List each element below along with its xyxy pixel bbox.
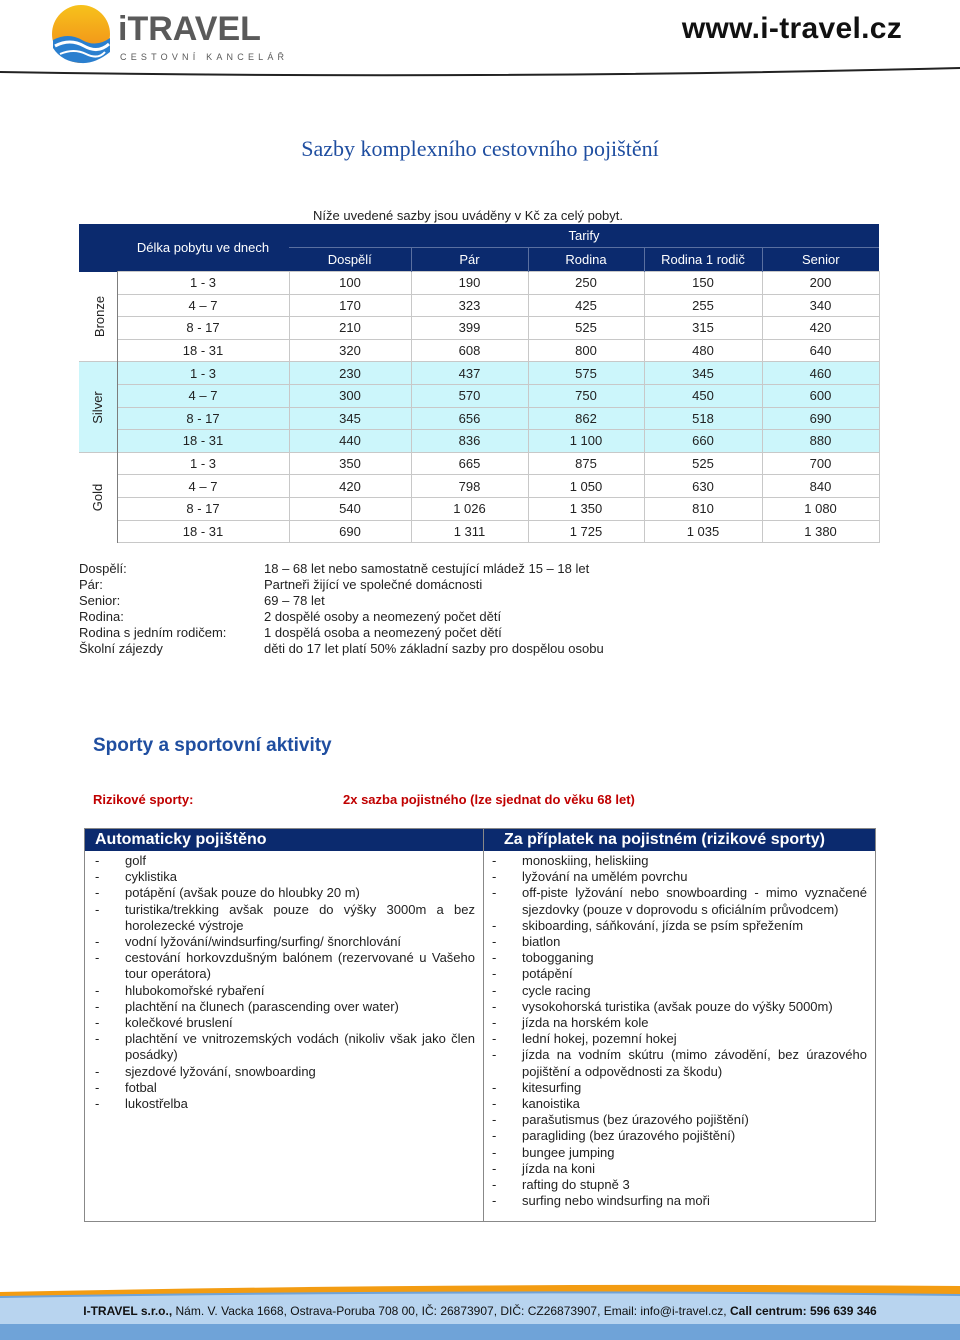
footer-call-center: Call centrum: 596 639 346 (729, 1304, 877, 1318)
band-label (79, 362, 117, 452)
sport-name: hlubokomořské rybaření (125, 982, 265, 998)
rate-cell: 420 (289, 475, 411, 498)
duration-cell: 18 - 31 (117, 430, 289, 453)
duration-cell: 18 - 31 (117, 339, 289, 362)
rate-cell: 340 (762, 294, 879, 317)
rate-cell: 518 (644, 407, 762, 430)
sport-item (95, 1031, 475, 1063)
definition-desc: 1 dospělá osoba a neomezený počet dětí (264, 625, 502, 640)
sport-item (492, 1080, 867, 1096)
bullet-dash: - (95, 901, 100, 917)
rate-cell: 1 050 (528, 475, 644, 498)
bullet-dash: - (492, 1047, 497, 1063)
bullet-dash: - (95, 885, 100, 901)
rate-cell: 750 (528, 384, 644, 407)
sports-table (84, 828, 876, 1222)
band-name: Silver (90, 390, 106, 424)
definition-term: Senior: (79, 593, 121, 608)
sport-item (95, 983, 475, 999)
rate-cell: 255 (644, 294, 762, 317)
bullet-dash: - (95, 1063, 100, 1079)
rate-cell: 1 350 (528, 497, 644, 520)
rate-cell: 1 026 (411, 497, 528, 520)
sport-name: plachtění na člunech (parascending over water) (125, 998, 399, 1014)
sport-item (95, 902, 475, 934)
definition-term: Rodina s jedním rodičem: (79, 625, 227, 640)
page-title: Sazby komplexního cestovního pojištění (301, 136, 659, 161)
risk-sports-value: 2x sazba pojistného (lze sjednat do věku 68 let) (343, 792, 635, 807)
rate-cell: 420 (762, 317, 879, 340)
sport-name: potápění (522, 966, 573, 982)
sport-item (95, 1015, 475, 1031)
bullet-dash: - (492, 917, 497, 933)
duration-cell: 1 - 3 (117, 362, 289, 385)
bullet-dash: - (95, 998, 100, 1014)
band-name: Gold (90, 483, 106, 512)
sport-item (492, 1015, 867, 1031)
rate-cell: 810 (644, 497, 762, 520)
sport-item (492, 983, 867, 999)
sport-item (492, 966, 867, 982)
bullet-dash: - (492, 869, 497, 885)
sport-name: cestování horkovzdušným balónem (rezervované u Vašeho tour operátora) (125, 950, 475, 982)
bullet-dash: - (492, 998, 497, 1014)
auto-insured-column (85, 829, 484, 1221)
sport-name: jízda na koni (522, 1160, 595, 1176)
bullet-dash: - (492, 982, 497, 998)
sport-name: paragliding (bez úrazového pojištění) (522, 1128, 736, 1144)
extra-charge-list (484, 851, 875, 1209)
rate-cell: 425 (528, 294, 644, 317)
sport-name: jízda na horském kole (522, 1015, 649, 1031)
definition-term: Rodina: (79, 609, 124, 624)
sport-name: bungee jumping (522, 1144, 615, 1160)
rate-cell: 525 (644, 452, 762, 475)
rate-cell: 190 (411, 272, 528, 295)
rate-cell: 840 (762, 475, 879, 498)
rate-cell: 640 (762, 339, 879, 362)
bullet-dash: - (492, 950, 497, 966)
bullet-dash: - (95, 950, 100, 966)
rate-cell: 450 (644, 384, 762, 407)
rate-cell: 690 (762, 407, 879, 430)
site-url[interactable]: www.i-travel.cz (681, 12, 902, 45)
sport-name: cyklistika (125, 869, 178, 885)
sport-name: tobogganing (522, 950, 594, 966)
sport-item (95, 999, 475, 1015)
sport-name: lukostřelba (125, 1096, 188, 1112)
sport-item (492, 1145, 867, 1161)
bullet-dash: - (95, 982, 100, 998)
header-duration: Délka pobytu ve dnech (117, 224, 289, 272)
rate-cell: 210 (289, 317, 411, 340)
rate-cell: 608 (411, 339, 528, 362)
sport-name: surfing nebo windsurfing na moři (522, 1193, 710, 1209)
rate-cell: 540 (289, 497, 411, 520)
sport-item (492, 1096, 867, 1112)
sport-item (492, 885, 867, 917)
extra-charge-column (484, 829, 875, 1221)
duration-cell: 4 – 7 (117, 475, 289, 498)
duration-cell: 4 – 7 (117, 294, 289, 317)
rate-cell: 800 (528, 339, 644, 362)
sport-name: biatlon (522, 934, 561, 950)
sport-name: kolečkové bruslení (125, 1015, 233, 1031)
rate-cell: 480 (644, 339, 762, 362)
rate-cell: 1 100 (528, 430, 644, 453)
sport-name: turistika/trekking avšak pouze do výšky 3000m a bez horolezecké výstroje (125, 901, 475, 933)
rate-row (79, 272, 879, 295)
rate-cell: 350 (289, 452, 411, 475)
auto-insured-heading: Automaticky pojištěno (85, 829, 483, 851)
bullet-dash: - (492, 934, 497, 950)
header-col: Senior (762, 248, 879, 272)
sport-item (492, 999, 867, 1015)
sport-item (95, 1080, 475, 1096)
definition-desc: 18 – 68 let nebo samostatně cestující mládež 15 – 18 let (264, 561, 590, 576)
duration-cell: 8 - 17 (117, 497, 289, 520)
sport-item (492, 869, 867, 885)
rate-cell: 798 (411, 475, 528, 498)
rate-cell: 575 (528, 362, 644, 385)
rate-cell: 665 (411, 452, 528, 475)
sport-item (492, 1128, 867, 1144)
header-col: Dospělí (289, 248, 411, 272)
bullet-dash: - (492, 1193, 497, 1209)
footer-contact (0, 1304, 960, 1318)
rate-cell: 440 (289, 430, 411, 453)
header-col: Pár (411, 248, 528, 272)
sport-item (95, 885, 475, 901)
duration-cell: 4 – 7 (117, 384, 289, 407)
rate-cell: 1 035 (644, 520, 762, 543)
sport-item (95, 934, 475, 950)
sport-item (492, 1047, 867, 1079)
rate-cell: 862 (528, 407, 644, 430)
sport-item (492, 1193, 867, 1209)
sport-item (492, 1161, 867, 1177)
rate-row (79, 362, 879, 385)
definition-term: Pár: (79, 577, 103, 592)
bullet-dash: - (492, 1160, 497, 1176)
band-name: Bronze (92, 295, 108, 338)
sport-name: sjezdové lyžování, snowboarding (125, 1063, 316, 1079)
definition-desc: Partneři žijící ve společné domácnosti (264, 577, 483, 592)
definition-row (79, 593, 604, 609)
logo-tagline: CESTOVNÍ KANCELÁŘ (120, 52, 289, 62)
footer-address: Nám. V. Vacka 1668, Ostrava-Poruba 708 00, IČ: 26873907, DIČ: CZ26873907, Email: info@i-travel.cz, (172, 1304, 730, 1318)
rate-row (79, 384, 879, 407)
footer-company: I-TRAVEL s.r.o., (83, 1304, 173, 1318)
bullet-dash: - (492, 1177, 497, 1193)
rate-cell: 315 (644, 317, 762, 340)
sport-name: fotbal (125, 1079, 157, 1095)
sport-name: monoskiing, heliskiing (522, 853, 649, 868)
sport-item (95, 853, 475, 869)
band-label (79, 272, 117, 362)
sport-item (492, 853, 867, 869)
header-tarify: Tarify (289, 224, 879, 248)
rate-row (79, 497, 879, 520)
duration-cell: 18 - 31 (117, 520, 289, 543)
sport-item (492, 1177, 867, 1193)
sport-item (95, 1096, 475, 1112)
bullet-dash: - (492, 1096, 497, 1112)
tariff-definitions (79, 561, 604, 657)
rate-cell: 460 (762, 362, 879, 385)
sport-name: vysokohorská turistika (avšak pouze do výšky 5000m) (522, 998, 833, 1014)
sport-name: cycle racing (522, 982, 591, 998)
rate-cell: 1 311 (411, 520, 528, 543)
extra-charge-heading: Za příplatek na pojistném (rizikové sporty) (484, 829, 875, 851)
rate-cell: 300 (289, 384, 411, 407)
definition-row (79, 641, 604, 657)
definition-term: Školní zájezdy (79, 641, 163, 656)
rate-cell: 345 (289, 407, 411, 430)
definition-term: Dospělí: (79, 561, 127, 576)
sport-name: potápění (avšak pouze do hloubky 20 m) (125, 885, 360, 901)
rate-cell: 320 (289, 339, 411, 362)
definition-row (79, 561, 604, 577)
sport-name: kanoistika (522, 1096, 580, 1112)
sport-item (492, 1031, 867, 1047)
bullet-dash: - (95, 1096, 100, 1112)
rate-cell: 570 (411, 384, 528, 407)
rate-row (79, 407, 879, 430)
duration-cell: 8 - 17 (117, 317, 289, 340)
rate-row (79, 317, 879, 340)
rate-cell: 690 (289, 520, 411, 543)
sport-name: lední hokej, pozemní hokej (522, 1031, 677, 1047)
duration-cell: 8 - 17 (117, 407, 289, 430)
rate-row (79, 339, 879, 362)
rate-cell: 1 080 (762, 497, 879, 520)
sport-item (95, 869, 475, 885)
rate-cell: 700 (762, 452, 879, 475)
sport-name: plachtění ve vnitrozemských vodách (nikoliv však jako člen posádky) (125, 1031, 475, 1063)
bullet-dash: - (492, 1112, 497, 1128)
header-corner (79, 224, 117, 272)
rate-cell: 875 (528, 452, 644, 475)
bullet-dash: - (95, 934, 100, 950)
rate-row (79, 520, 879, 543)
bullet-dash: - (492, 1128, 497, 1144)
rates-table (79, 224, 880, 543)
header-divider (0, 66, 960, 86)
rate-cell: 200 (762, 272, 879, 295)
sport-item (492, 1112, 867, 1128)
logo-brand: iTRAVEL (118, 10, 261, 48)
sport-item (95, 950, 475, 982)
band-label (79, 452, 117, 542)
sport-name: vodní lyžování/windsurfing/surfing/ šnorchlování (125, 934, 402, 950)
rate-cell: 1 380 (762, 520, 879, 543)
sports-title: Sporty a sportovní aktivity (93, 735, 332, 756)
bullet-dash: - (95, 1031, 100, 1047)
sport-name: skiboarding, sáňkování, jízda se psím spřežením (522, 917, 804, 933)
bullet-dash: - (95, 869, 100, 885)
bullet-dash: - (492, 885, 497, 901)
itravel-logo (50, 2, 289, 66)
header-col: Rodina 1 rodič (644, 248, 762, 272)
rates-note: Níže uvedené sazby jsou uváděny v Kč za celý pobyt. (313, 208, 624, 223)
definition-row (79, 625, 604, 641)
duration-cell: 1 - 3 (117, 272, 289, 295)
bullet-dash: - (492, 1015, 497, 1031)
auto-insured-list (85, 851, 483, 1112)
rate-cell: 399 (411, 317, 528, 340)
definition-row (79, 577, 604, 593)
header-col: Rodina (528, 248, 644, 272)
bullet-dash: - (492, 966, 497, 982)
rate-cell: 656 (411, 407, 528, 430)
sport-item (492, 934, 867, 950)
sport-name: off-piste lyžování nebo snowboarding - mimo vyznačené sjezdovky (pouze v doprovodu s oficiálním průvodcem) (522, 885, 867, 917)
rate-cell: 525 (528, 317, 644, 340)
rate-cell: 660 (644, 430, 762, 453)
sport-name: kitesurfing (522, 1079, 582, 1095)
bullet-dash: - (95, 1079, 100, 1095)
rate-cell: 437 (411, 362, 528, 385)
sport-item (492, 950, 867, 966)
rate-row (79, 452, 879, 475)
rate-cell: 100 (289, 272, 411, 295)
rate-cell: 230 (289, 362, 411, 385)
rate-cell: 630 (644, 475, 762, 498)
risk-sports-label: Rizikové sporty: (93, 792, 194, 807)
bullet-dash: - (492, 1079, 497, 1095)
rate-cell: 880 (762, 430, 879, 453)
rate-cell: 836 (411, 430, 528, 453)
sport-name: rafting do stupně 3 (522, 1177, 630, 1193)
sport-name: parašutismus (bez úrazového pojištění) (522, 1112, 749, 1128)
definition-desc: 2 dospělé osoby a neomezený počet dětí (264, 609, 502, 624)
bullet-dash: - (492, 1031, 497, 1047)
rate-cell: 1 725 (528, 520, 644, 543)
sport-name: golf (125, 853, 146, 868)
rate-cell: 150 (644, 272, 762, 295)
bullet-dash: - (492, 853, 497, 868)
rate-row (79, 475, 879, 498)
definition-row (79, 609, 604, 625)
sport-name: jízda na vodním skútru (mimo závodění, bez úrazového pojištění a odpovědnosti za škodu) (522, 1047, 867, 1079)
rate-row (79, 294, 879, 317)
sport-item (95, 1064, 475, 1080)
bullet-dash: - (95, 853, 100, 868)
definition-desc: 69 – 78 let (264, 593, 325, 608)
rate-cell: 345 (644, 362, 762, 385)
bullet-dash: - (95, 1015, 100, 1031)
rate-cell: 600 (762, 384, 879, 407)
rate-cell: 250 (528, 272, 644, 295)
rate-cell: 323 (411, 294, 528, 317)
bullet-dash: - (492, 1144, 497, 1160)
sport-item (492, 918, 867, 934)
duration-cell: 1 - 3 (117, 452, 289, 475)
rate-cell: 170 (289, 294, 411, 317)
rate-row (79, 430, 879, 453)
definition-desc: děti do 17 let platí 50% základní sazby pro dospělou osobu (264, 641, 604, 656)
sport-name: lyžování na umělém povrchu (522, 869, 688, 885)
